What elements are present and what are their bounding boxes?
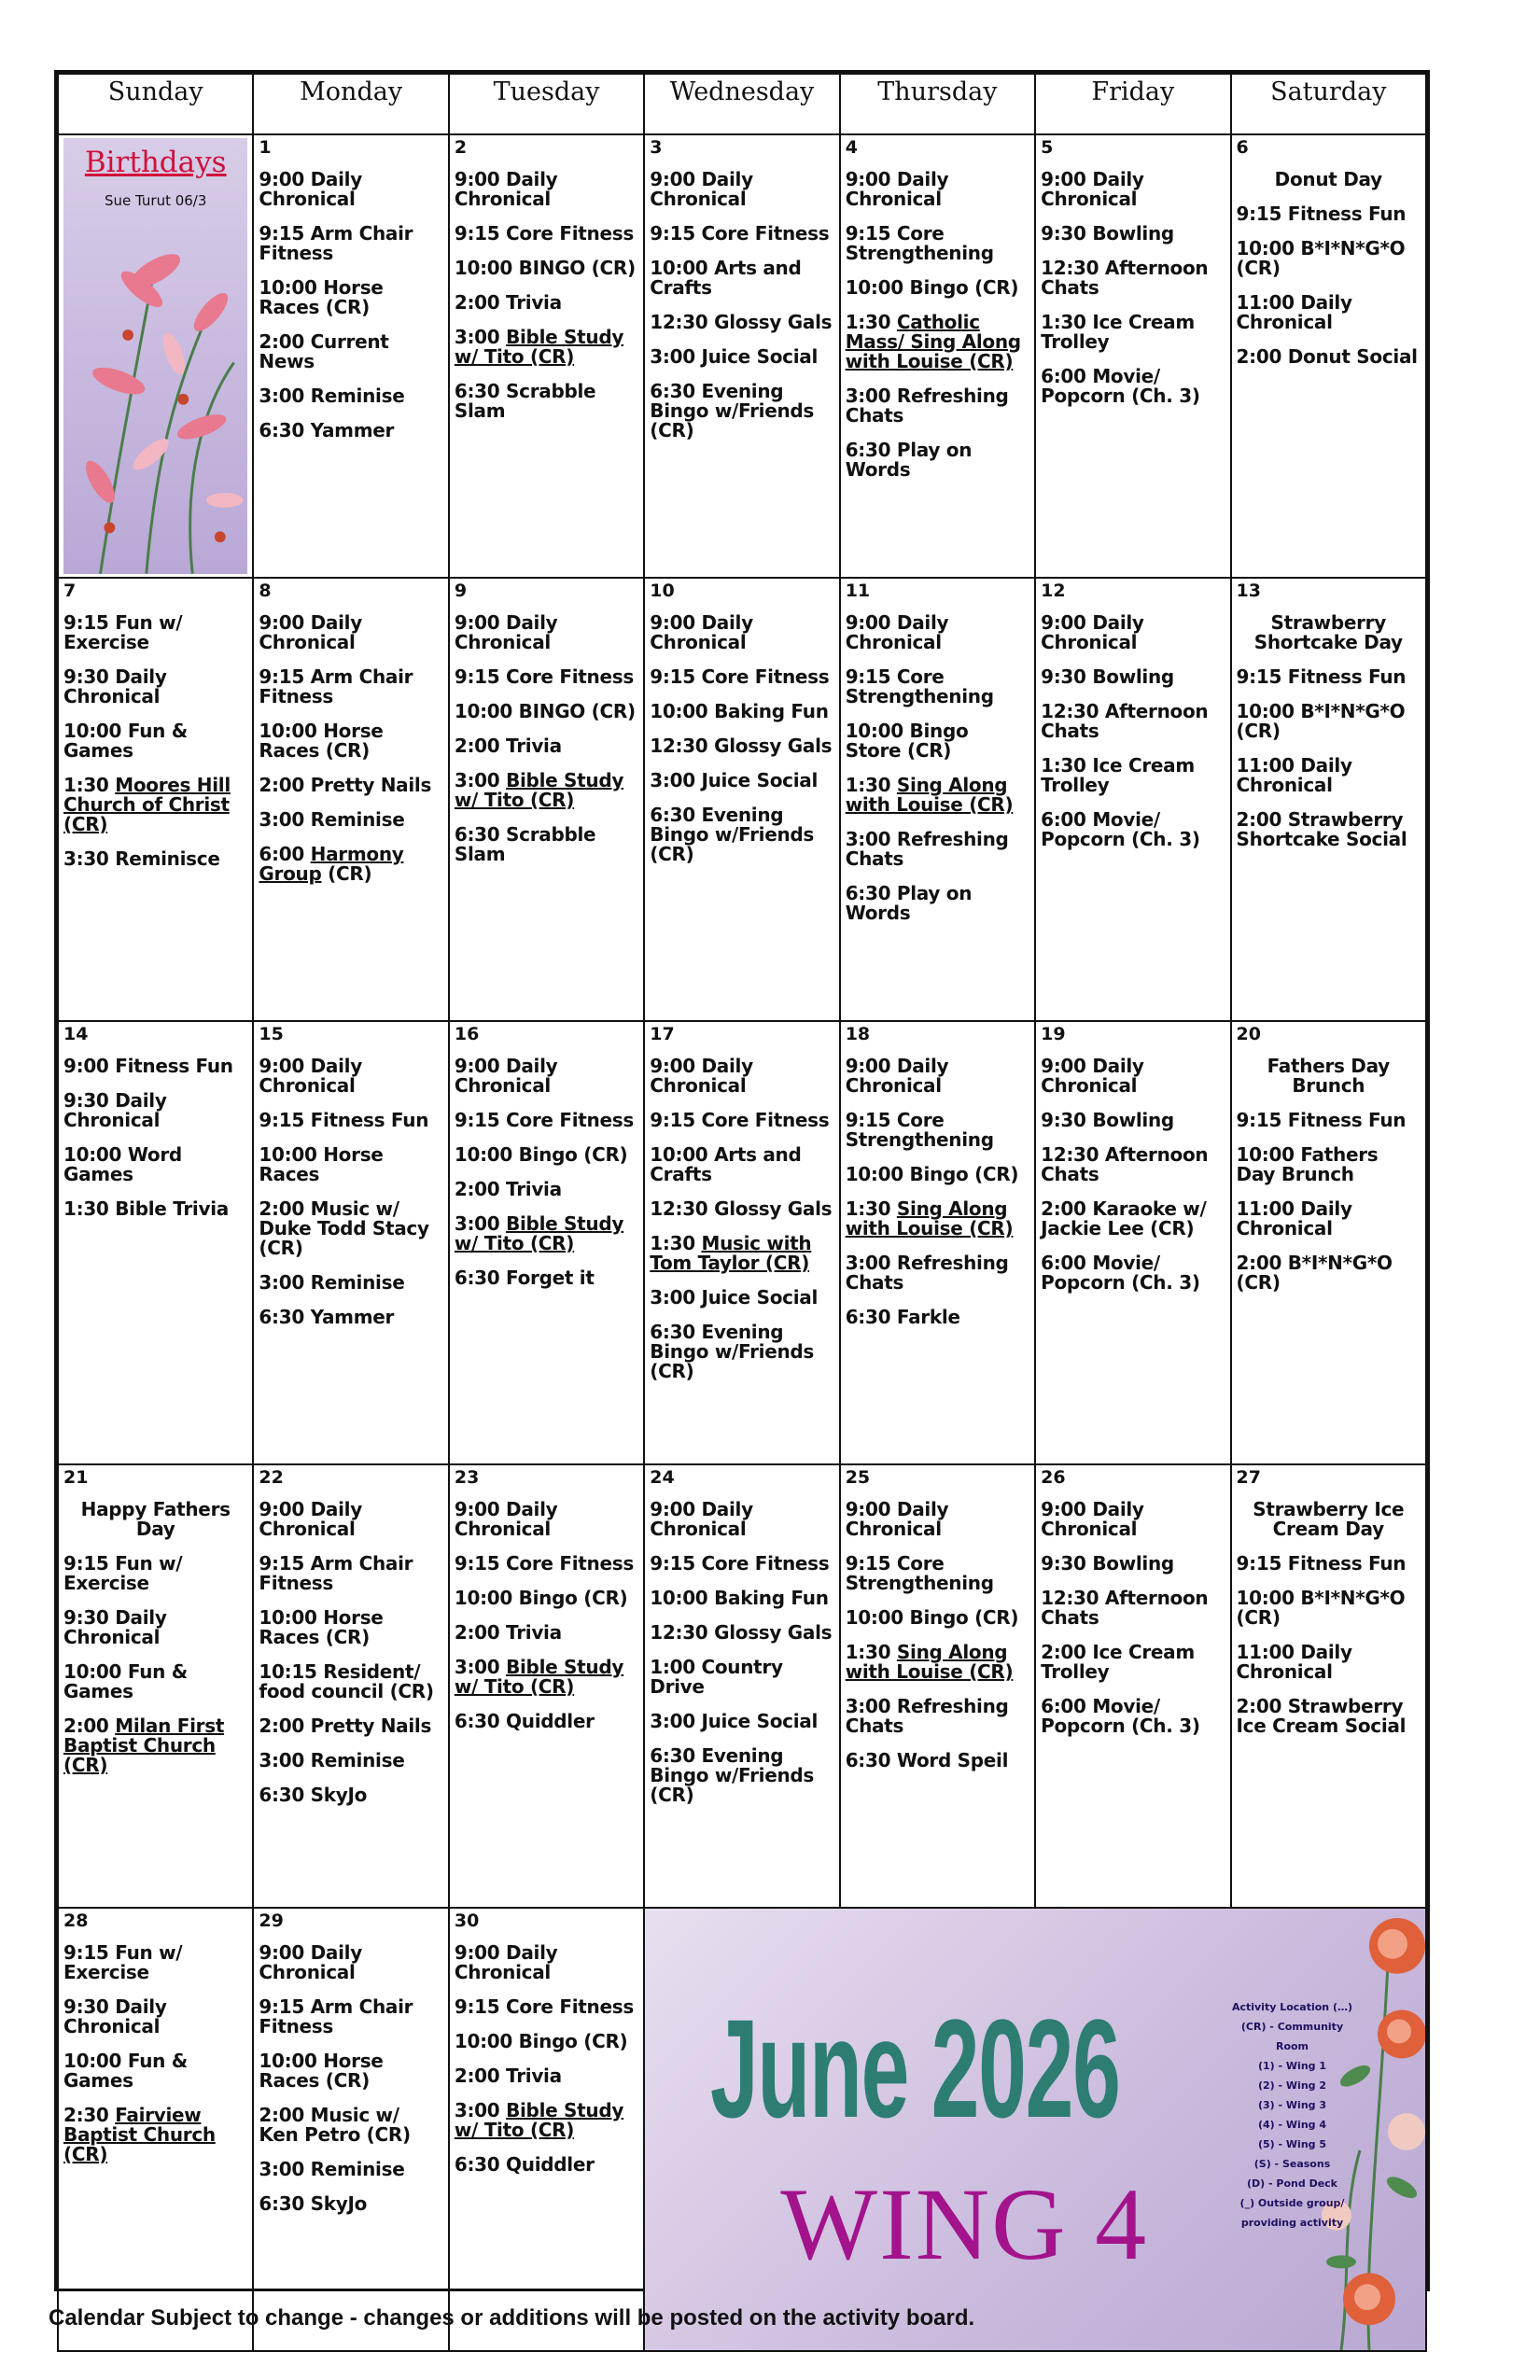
activity <box>455 2101 638 2140</box>
activity: 9:15 Core Strengthening <box>845 665 994 707</box>
activity: 11:00 Daily Chronical <box>1236 1641 1352 1683</box>
activity: 9:00 Daily Chronical <box>259 168 362 210</box>
special-day-title: Donut Day <box>1274 168 1382 190</box>
activity-location: (CR) <box>321 862 372 885</box>
day-number: 10 <box>650 581 675 601</box>
day-cell <box>253 578 448 1021</box>
activity <box>259 845 442 884</box>
activity: 2:00 Music w/ Ken Petro (CR) <box>259 2104 411 2146</box>
month-banner <box>645 1909 1425 2350</box>
activity: 6:30 Yammer <box>259 419 395 441</box>
activity: 6:30 Scrabble Slam <box>454 823 596 865</box>
activity-time: 3:00 <box>454 1656 507 1678</box>
day-cell <box>253 1464 448 1908</box>
day-number: 21 <box>63 1467 89 1488</box>
month-banner-cell <box>644 1908 1426 2351</box>
activity-time: 3:00 <box>454 1212 507 1235</box>
day-number: 6 <box>1236 137 1249 158</box>
activity <box>455 771 638 810</box>
activity: 2:00 Strawberry Shortcake Social <box>1236 808 1407 850</box>
day-cell <box>1231 134 1426 578</box>
activity-time: 6:00 <box>259 843 311 865</box>
activity: 12:30 Afternoon Chats <box>1041 700 1209 742</box>
legend-item: (CR) - Community <box>1240 2021 1344 2033</box>
activity: 10:00 Horse Races (CR) <box>259 276 384 318</box>
activity: 9:00 Daily Chronical <box>845 1498 949 1540</box>
day-number: 20 <box>1236 1024 1261 1044</box>
legend-item: (S) - Seasons <box>1253 2158 1331 2170</box>
wing-label: WING 4 <box>780 2167 1149 2281</box>
activity: 9:15 Fun w/ Exercise <box>63 1941 183 1983</box>
outside-group-activity: Milan First Baptist Church (CR) <box>63 1715 225 1776</box>
activity: 12:30 Afternoon Chats <box>1041 1587 1209 1629</box>
activity: 9:15 Core Fitness <box>454 222 634 245</box>
day-number: 23 <box>454 1467 480 1488</box>
activity: 3:00 Refreshing Chats <box>845 385 1009 427</box>
activity: 6:30 Quiddler <box>454 1710 595 1732</box>
activity: 6:30 Farkle <box>845 1306 960 1328</box>
activity: 11:00 Daily Chronical <box>1236 291 1352 333</box>
activity-time: 2:00 <box>63 1715 116 1737</box>
activity: 9:15 Arm Chair Fitness <box>259 665 413 707</box>
activity: 12:30 Glossy Gals <box>650 311 833 333</box>
day-cell <box>58 1021 253 1464</box>
activity: 2:00 Karaoke w/ Jackie Lee (CR) <box>1041 1197 1207 1239</box>
activity: 2:00 Ice Cream Trolley <box>1041 1641 1195 1683</box>
day-cell <box>58 1908 253 2351</box>
activity: 9:00 Daily Chronical <box>650 1498 753 1540</box>
activity: 9:30 Bowling <box>1041 1109 1174 1131</box>
activity: 2:00 Pretty Nails <box>259 774 432 796</box>
activity: 10:00 Bingo (CR) <box>845 1606 1019 1629</box>
activity-time: 3:00 <box>454 769 507 791</box>
activity: 3:00 Refreshing Chats <box>845 828 1009 870</box>
activity: 9:30 Daily Chronical <box>63 1995 167 2037</box>
month-title: June 2026 <box>710 1990 1120 2147</box>
activity: 9:30 Bowling <box>1041 222 1174 245</box>
activity: 3:00 Juice Social <box>650 1286 818 1309</box>
day-cell <box>644 134 839 578</box>
day-cell <box>58 578 253 1021</box>
weekday-thursday: Thursday <box>840 74 1035 134</box>
activity: 10:00 Bingo (CR) <box>454 1143 628 1166</box>
weekday-tuesday: Tuesday <box>449 74 644 134</box>
calendar-grid <box>57 73 1427 2352</box>
day-number: 28 <box>63 1911 89 1931</box>
activity: 9:15 Fitness Fun <box>1236 203 1407 225</box>
activity: 9:00 Daily Chronical <box>259 1498 362 1540</box>
day-number: 30 <box>454 1911 480 1931</box>
activity: 12:30 Glossy Gals <box>650 735 833 757</box>
activity: 9:00 Daily Chronical <box>454 1941 558 1983</box>
activity: 12:30 Glossy Gals <box>650 1197 833 1220</box>
activity: 10:00 Bingo (CR) <box>845 276 1019 299</box>
activity: 3:00 Reminise <box>259 1271 405 1294</box>
activity: 9:00 Daily Chronical <box>845 611 949 653</box>
week-row <box>58 134 1426 578</box>
week-row <box>58 1021 1426 1464</box>
activity: 10:00 BINGO (CR) <box>454 257 636 279</box>
activity <box>455 328 638 367</box>
day-number: 19 <box>1041 1024 1066 1044</box>
day-cell <box>253 1908 448 2351</box>
activity: 1:30 Ice Cream Trolley <box>1041 754 1195 796</box>
activity: 10:00 Fun & Games <box>63 1660 188 1702</box>
day-cell <box>449 1021 644 1464</box>
activity: 6:00 Movie/ Popcorn (Ch. 3) <box>1041 808 1200 850</box>
activity: 9:15 Arm Chair Fitness <box>259 222 413 264</box>
day-cell <box>1035 578 1230 1021</box>
activity: 10:00 Baking Fun <box>650 1587 829 1609</box>
activity: 2:00 Trivia <box>454 2065 562 2087</box>
legend-item: (5) - Wing 5 <box>1257 2138 1327 2150</box>
weekday-sunday: Sunday <box>58 74 253 134</box>
day-cell <box>1231 1021 1426 1464</box>
activity: 3:00 Juice Social <box>650 769 818 791</box>
outside-group-activity: Moores Hill Church of Christ (CR) <box>63 774 231 835</box>
activity: 9:00 Daily Chronical <box>1041 168 1144 210</box>
activity: 10:00 BINGO (CR) <box>454 700 636 722</box>
activity: 10:00 Bingo (CR) <box>454 1587 628 1609</box>
activity: 9:15 Arm Chair Fitness <box>259 1995 413 2037</box>
activity: 6:30 SkyJo <box>259 1784 368 1806</box>
outside-group-activity: Music with Tom Taylor (CR) <box>650 1232 812 1274</box>
activity: 9:00 Daily Chronical <box>454 1498 558 1540</box>
day-number: 14 <box>63 1024 89 1044</box>
legend-item: (1) - Wing 1 <box>1257 2060 1327 2072</box>
day-cell <box>1035 134 1230 578</box>
activity: 9:15 Fitness Fun <box>1236 665 1407 688</box>
activity-time: 1:30 <box>845 1641 897 1663</box>
day-cell <box>644 1464 839 1908</box>
activity: 1:30 Bible Trivia <box>63 1197 229 1220</box>
activity: 9:00 Daily Chronical <box>1041 1055 1144 1097</box>
weekday-wednesday: Wednesday <box>644 74 839 134</box>
outside-group-activity: Bible Study w/ Tito (CR) <box>454 769 624 811</box>
activity: 9:00 Daily Chronical <box>650 1055 753 1097</box>
activity: 9:15 Fitness Fun <box>1236 1109 1407 1131</box>
activity: 2:00 Current News <box>259 330 389 372</box>
activity: 9:15 Arm Chair Fitness <box>259 1552 413 1594</box>
activity: 10:00 Bingo (CR) <box>454 2030 628 2052</box>
birthdays-panel <box>63 138 247 574</box>
day-number: 4 <box>845 137 858 158</box>
activity: 9:00 Daily Chronical <box>259 611 362 653</box>
outside-group-activity: Fairview Baptist Church (CR) <box>63 2104 216 2165</box>
legend-item: (D) - Pond Deck <box>1247 2177 1337 2190</box>
day-number: 25 <box>845 1467 871 1488</box>
activity: 10:00 B*I*N*G*O (CR) <box>1236 1587 1406 1629</box>
activity: 11:00 Daily Chronical <box>1236 754 1352 796</box>
activity: 10:00 Baking Fun <box>650 700 829 722</box>
day-number: 16 <box>454 1024 480 1044</box>
activity: 10:00 Bingo (CR) <box>845 1163 1019 1185</box>
legend-item: providing activity <box>1240 2217 1344 2229</box>
activity-time: 1:30 <box>845 311 897 333</box>
activity: 9:15 Core Fitness <box>650 665 830 688</box>
day-number: 1 <box>259 137 272 158</box>
day-cell <box>253 134 448 578</box>
activity: 6:30 Word Speil <box>845 1749 1009 1771</box>
activity: 9:00 Daily Chronical <box>454 611 558 653</box>
day-number: 24 <box>650 1467 675 1488</box>
activity-time: 1:30 <box>845 774 897 796</box>
day-cell <box>253 1021 448 1464</box>
activity: 9:30 Bowling <box>1041 665 1174 688</box>
day-cell <box>644 1021 839 1464</box>
activity: 10:00 Arts and Crafts <box>650 257 802 299</box>
activity: 2:00 Music w/ Duke Todd Stacy (CR) <box>259 1197 429 1259</box>
day-cell <box>449 578 644 1021</box>
activity: 6:30 Evening Bingo w/Friends (CR) <box>650 804 815 865</box>
outside-group-activity: Sing Along with Louise (CR) <box>845 1641 1014 1683</box>
activity: 1:30 Ice Cream Trolley <box>1041 311 1195 353</box>
legend-item: (_) Outside group/ <box>1239 2197 1345 2209</box>
activity: 11:00 Daily Chronical <box>1236 1197 1352 1239</box>
activity: 6:30 Forget it <box>454 1267 595 1289</box>
activity: 2:00 Trivia <box>454 1178 562 1200</box>
day-cell <box>1231 1464 1426 1908</box>
birthdays-title: Birthdays <box>84 146 227 179</box>
activity-time: 2:30 <box>63 2104 116 2126</box>
outside-group-activity: Bible Study w/ Tito (CR) <box>454 1656 624 1698</box>
activity: 2:00 Trivia <box>454 735 562 757</box>
day-cell <box>449 1908 644 2351</box>
outside-group-activity: Bible Study w/ Tito (CR) <box>454 1212 624 1254</box>
calendar-weeks <box>58 134 1426 2351</box>
activity: 10:00 Horse Races (CR) <box>259 720 384 762</box>
week-row <box>58 578 1426 1021</box>
activity: 6:30 Evening Bingo w/Friends (CR) <box>650 1744 815 1806</box>
activity: 9:00 Daily Chronical <box>845 1055 949 1097</box>
special-day-title: Fathers Day Brunch <box>1267 1055 1390 1097</box>
activity: 10:00 Horse Races <box>259 1143 384 1185</box>
activity-time: 1:30 <box>63 774 116 796</box>
footer-note: Calendar Subject to change - changes or additions will be posted on the activity board. <box>49 2305 975 2331</box>
day-number: 3 <box>650 137 663 158</box>
activity: 9:30 Daily Chronical <box>63 1089 167 1131</box>
weekday-friday: Friday <box>1035 74 1230 134</box>
activity: 9:15 Core Fitness <box>650 222 830 245</box>
day-cell <box>58 1464 253 1908</box>
day-cell <box>840 134 1035 578</box>
activity: 6:30 Yammer <box>259 1306 395 1328</box>
activity: 3:00 Juice Social <box>650 1710 818 1732</box>
activity-time: 1:30 <box>650 1232 702 1254</box>
activity: 9:00 Daily Chronical <box>1041 611 1144 653</box>
activity: 1:00 Country Drive <box>650 1656 783 1698</box>
outside-group-activity: Bible Study w/ Tito (CR) <box>454 326 624 368</box>
day-number: 17 <box>650 1024 675 1044</box>
activity: 10:00 Fun & Games <box>63 2050 188 2092</box>
activity <box>455 1658 638 1697</box>
legend-item: Room <box>1275 2040 1309 2052</box>
day-cell <box>1231 578 1426 1021</box>
activity: 9:15 Core Fitness <box>454 665 634 688</box>
activity: 9:15 Core Fitness <box>650 1552 830 1575</box>
activity: 9:15 Core Strengthening <box>845 1109 994 1151</box>
day-number: 27 <box>1236 1467 1261 1488</box>
activity: 10:00 Word Games <box>63 1143 182 1185</box>
day-number: 5 <box>1041 137 1054 158</box>
day-number: 8 <box>259 581 272 601</box>
week-row <box>58 1464 1426 1908</box>
activity: 9:15 Core Fitness <box>454 1552 634 1575</box>
activity: 10:00 B*I*N*G*O (CR) <box>1236 237 1406 279</box>
activity: 6:30 SkyJo <box>259 2192 368 2215</box>
activity <box>846 1643 1029 1682</box>
activity: 9:30 Bowling <box>1041 1552 1174 1575</box>
activity: 9:00 Daily Chronical <box>454 1055 558 1097</box>
activity: 3:00 Refreshing Chats <box>845 1252 1009 1294</box>
activity: 10:00 Horse Races (CR) <box>259 2050 384 2092</box>
activity: 9:15 Core Strengthening <box>845 1552 994 1594</box>
activity: 9:15 Core Fitness <box>454 1995 634 2018</box>
activity: 9:15 Core Fitness <box>650 1109 830 1131</box>
activity: 9:15 Core Strengthening <box>845 222 994 264</box>
activity: 2:00 B*I*N*G*O (CR) <box>1236 1252 1393 1294</box>
activity: 9:15 Core Fitness <box>454 1109 634 1131</box>
legend-item: Activity Location (…) <box>1231 2001 1353 2013</box>
special-day-title: Strawberry Ice Cream Day <box>1253 1498 1405 1540</box>
weekday-saturday: Saturday <box>1231 74 1426 134</box>
activity: 2:00 Donut Social <box>1236 345 1418 368</box>
day-number: 22 <box>259 1467 284 1488</box>
day-cell <box>449 1464 644 1908</box>
activity: 10:00 Bingo Store (CR) <box>845 720 969 762</box>
activity <box>63 1716 247 1775</box>
activity: 2:00 Trivia <box>454 1621 562 1644</box>
activity: 6:30 Scrabble Slam <box>454 380 596 422</box>
day-cell <box>840 578 1035 1021</box>
activity-time: 3:00 <box>454 2099 507 2121</box>
calendar <box>54 70 1430 2291</box>
activity <box>846 1199 1029 1239</box>
day-number: 26 <box>1041 1467 1066 1488</box>
activity: 12:30 Glossy Gals <box>650 1621 833 1644</box>
day-number: 11 <box>845 581 871 601</box>
activity: 3:00 Refreshing Chats <box>845 1695 1009 1737</box>
activity: 9:00 Daily Chronical <box>650 611 753 653</box>
activity: 3:00 Reminise <box>259 2158 405 2180</box>
activity: 10:15 Resident/ food council (CR) <box>259 1660 434 1702</box>
activity: 2:00 Strawberry Ice Cream Social <box>1236 1695 1407 1737</box>
outside-group-activity: Bible Study w/ Tito (CR) <box>454 2099 624 2141</box>
activity <box>846 776 1029 815</box>
activity: 10:00 Horse Races (CR) <box>259 1606 384 1648</box>
activity: 9:00 Daily Chronical <box>1041 1498 1144 1540</box>
activity: 6:30 Quiddler <box>454 2153 595 2176</box>
day-cell <box>1035 1021 1230 1464</box>
special-day-title: Happy Fathers Day <box>80 1498 231 1540</box>
activity: 3:00 Reminise <box>259 1749 405 1771</box>
activity: 6:30 Evening Bingo w/Friends (CR) <box>650 380 815 441</box>
location-legend <box>1211 1997 1374 2233</box>
outside-group-activity: Sing Along with Louise (CR) <box>845 1197 1014 1239</box>
activity: 10:00 Fun & Games <box>63 720 188 762</box>
activity: 9:15 Fun w/ Exercise <box>63 1552 183 1594</box>
activity <box>63 776 247 834</box>
floral-decoration <box>63 225 247 574</box>
activity: 9:15 Fitness Fun <box>1236 1552 1407 1575</box>
activity: 10:00 Fathers Day Brunch <box>1236 1143 1379 1185</box>
activity <box>650 1234 833 1273</box>
activity: 6:00 Movie/ Popcorn (Ch. 3) <box>1041 1695 1200 1737</box>
activity: 9:00 Daily Chronical <box>650 168 753 210</box>
activity: 3:00 Reminise <box>259 385 405 407</box>
activity <box>63 2106 247 2164</box>
legend-item: (2) - Wing 2 <box>1257 2079 1327 2092</box>
birthdays-cell <box>58 134 253 578</box>
activity: 6:00 Movie/ Popcorn (Ch. 3) <box>1041 365 1200 407</box>
day-number: 9 <box>454 581 468 601</box>
activity: 3:30 Reminisce <box>63 847 220 870</box>
day-cell <box>1035 1464 1230 1908</box>
activity: 9:15 Fitness Fun <box>259 1109 429 1131</box>
activity: 9:15 Fun w/ Exercise <box>63 611 183 653</box>
activity: 9:00 Daily Chronical <box>845 168 949 210</box>
day-number: 12 <box>1041 581 1066 601</box>
outside-group-activity: Harmony Group <box>259 843 404 885</box>
activity-time: 3:00 <box>454 326 507 348</box>
activity: 6:30 Evening Bingo w/Friends (CR) <box>650 1321 815 1382</box>
day-number: 7 <box>63 581 77 601</box>
weekday-monday: Monday <box>253 74 448 134</box>
activity: 9:00 Daily Chronical <box>259 1941 362 1983</box>
activity: 3:00 Juice Social <box>650 345 818 368</box>
activity: 6:00 Movie/ Popcorn (Ch. 3) <box>1041 1252 1200 1294</box>
outside-group-activity: Sing Along with Louise (CR) <box>845 774 1014 816</box>
day-cell <box>449 134 644 578</box>
activity <box>455 1214 638 1253</box>
activity: 6:30 Play on Words <box>845 882 973 924</box>
activity: 10:00 B*I*N*G*O (CR) <box>1236 700 1406 742</box>
legend-item: (3) - Wing 3 <box>1257 2099 1327 2111</box>
day-number: 15 <box>259 1024 284 1044</box>
day-cell <box>840 1021 1035 1464</box>
special-day-title: Strawberry Shortcake Day <box>1253 611 1403 653</box>
activity: 9:00 Daily Chronical <box>454 168 558 210</box>
activity: 3:00 Reminise <box>259 808 405 831</box>
activity: 6:30 Play on Words <box>845 439 973 481</box>
activity: 2:00 Pretty Nails <box>259 1715 432 1737</box>
outside-group-activity: Catholic Mass/ Sing Along with Louise (CR) <box>845 311 1021 372</box>
legend-item: (4) - Wing 4 <box>1257 2119 1327 2131</box>
day-number: 2 <box>454 137 468 158</box>
weekday-header-row <box>58 74 1426 134</box>
activity <box>846 313 1029 371</box>
day-cell <box>840 1464 1035 1908</box>
activity-time: 1:30 <box>845 1197 897 1220</box>
activity: 9:00 Fitness Fun <box>63 1055 233 1077</box>
day-number: 29 <box>259 1911 284 1931</box>
day-number: 18 <box>845 1024 871 1044</box>
activity: 12:30 Afternoon Chats <box>1041 1143 1209 1185</box>
activity: 10:00 Arts and Crafts <box>650 1143 802 1185</box>
day-number: 13 <box>1236 581 1261 601</box>
activity: 9:30 Daily Chronical <box>63 1606 167 1648</box>
activity: 12:30 Afternoon Chats <box>1041 257 1209 299</box>
birthday-entry: Sue Turut 06/3 <box>104 192 207 209</box>
activity: 9:00 Daily Chronical <box>259 1055 362 1097</box>
activity: 2:00 Trivia <box>454 291 562 314</box>
day-cell <box>644 578 839 1021</box>
activity: 9:30 Daily Chronical <box>63 665 167 707</box>
week-row <box>58 1908 1426 2351</box>
